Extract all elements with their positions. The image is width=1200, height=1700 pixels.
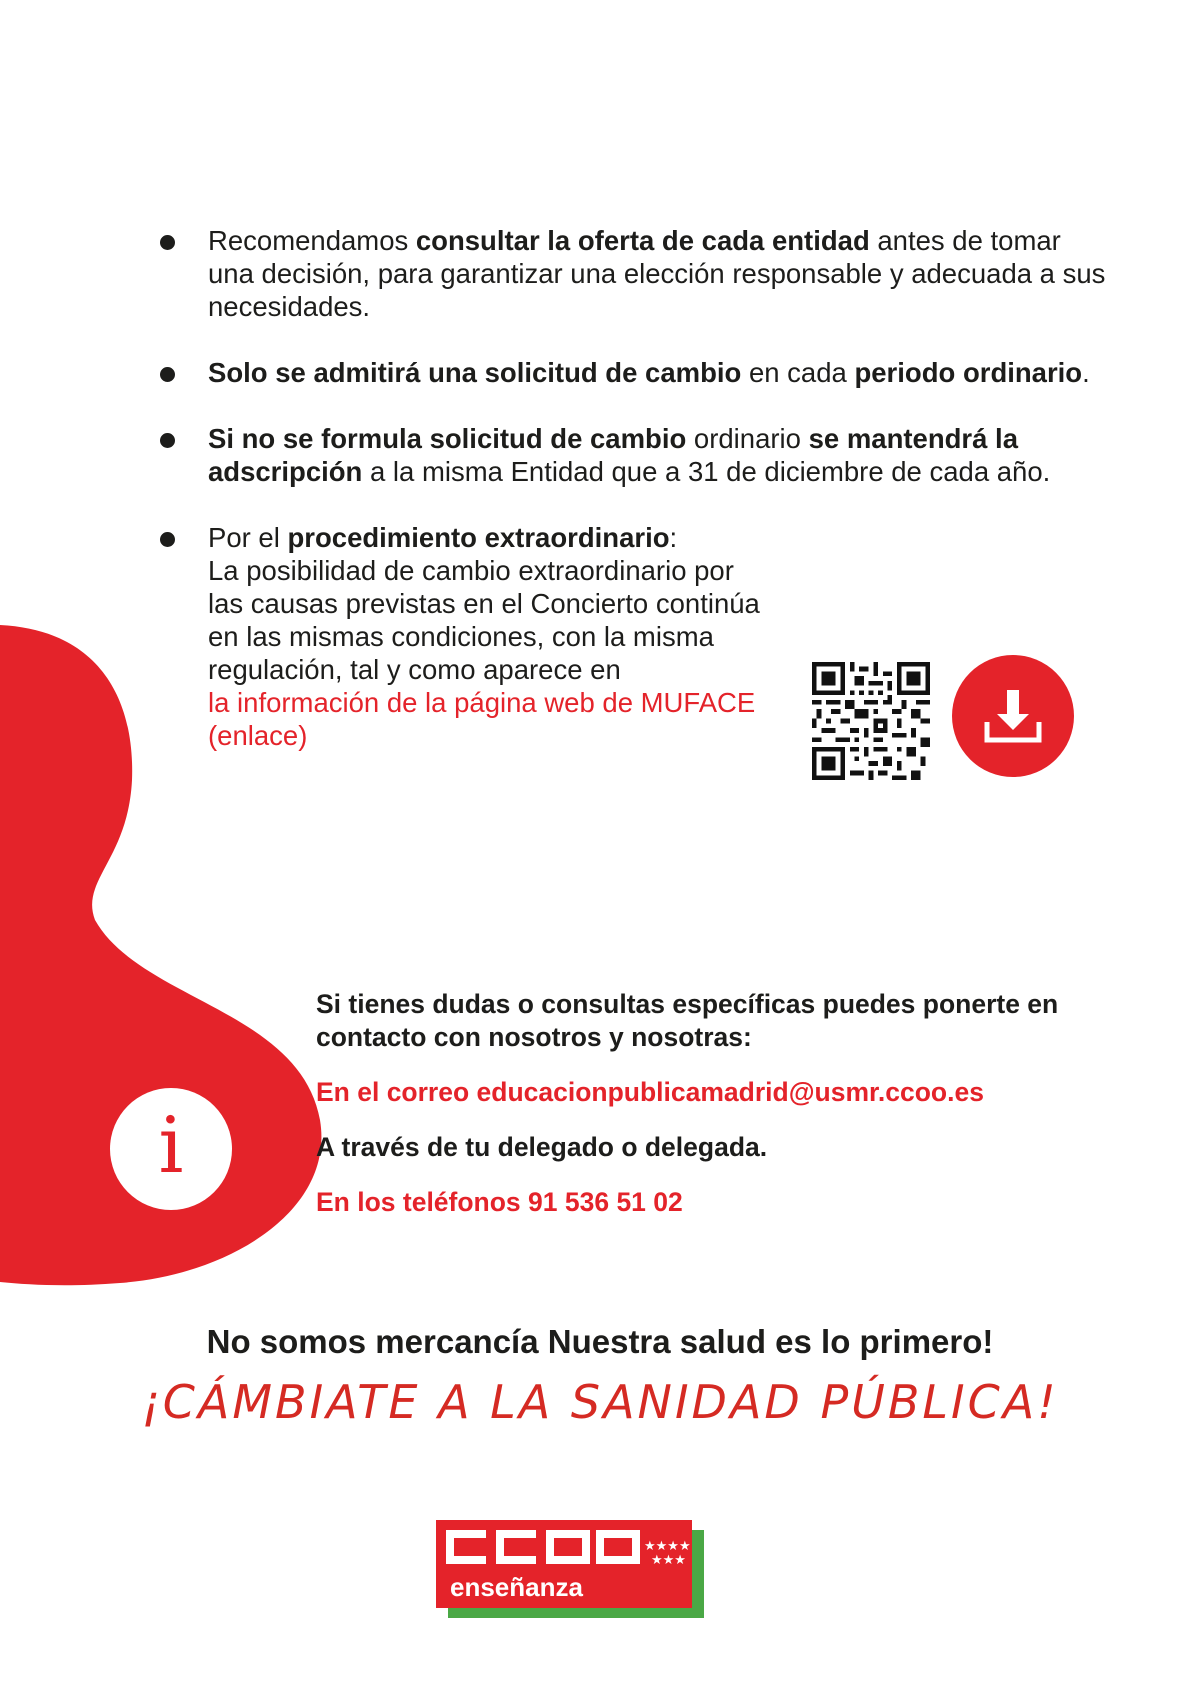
contact-phone[interactable]: En los teléfonos 91 536 51 02: [316, 1187, 683, 1217]
bullet-dot: [160, 532, 175, 547]
bullet-recommend: Recomendamos consultar la oferta de cada entidad antes de tomar una decisión, para garantizar una elección responsable y adecuada a sus necesidades.: [150, 224, 1110, 323]
download-icon: [981, 684, 1045, 748]
contact-email[interactable]: En el correo educacionpublicamadrid@usmr.ccoo.es: [316, 1077, 984, 1107]
contact-delegate: A través de tu delegado o delegada.: [316, 1132, 768, 1162]
svg-text:★★★★: ★★★★: [644, 1539, 691, 1554]
slogan: No somos mercancía Nuestra salud es lo primero!: [206, 1323, 994, 1360]
logo-subtitle: enseñanza: [450, 1572, 583, 1602]
bullet-extraordinary: Por el procedimiento extraordinario: La posibilidad de cambio extraordinario por las causas previstas en el Concierto continúa en las mismas condiciones, con la misma regulación, tal y como aparece en la información de la página web de MUFACE (enlace): [150, 521, 768, 752]
info-icon: i: [110, 1088, 232, 1210]
bullet-dot: [160, 433, 175, 448]
qr-code-icon[interactable]: [812, 662, 930, 780]
bullet-single-request: Solo se admitirá una solicitud de cambio en cada periodo ordinario.: [150, 356, 1110, 389]
contact-section: [316, 988, 1116, 1241]
svg-text:★★★: ★★★: [651, 1553, 686, 1568]
muface-link[interactable]: la información de la página web de MUFACE (enlace): [208, 687, 756, 751]
ccoo-ensenanza-logo: [436, 1520, 706, 1618]
download-button[interactable]: [952, 655, 1074, 777]
contact-intro: Si tienes dudas o consultas específicas puedes ponerte en contacto con nosotros y nosotras:: [316, 989, 1059, 1052]
bullet-no-request: Si no se formula solicitud de cambio ordinario se mantendrá la adscripción a la misma Entidad que a 31 de diciembre de cada año.: [150, 422, 1110, 488]
bullet-dot: [160, 235, 175, 250]
bullet-dot: [160, 367, 175, 382]
handwritten-slogan: ¡CÁMBIATE A LA SANIDAD PÚBLICA!: [141, 1375, 1059, 1429]
